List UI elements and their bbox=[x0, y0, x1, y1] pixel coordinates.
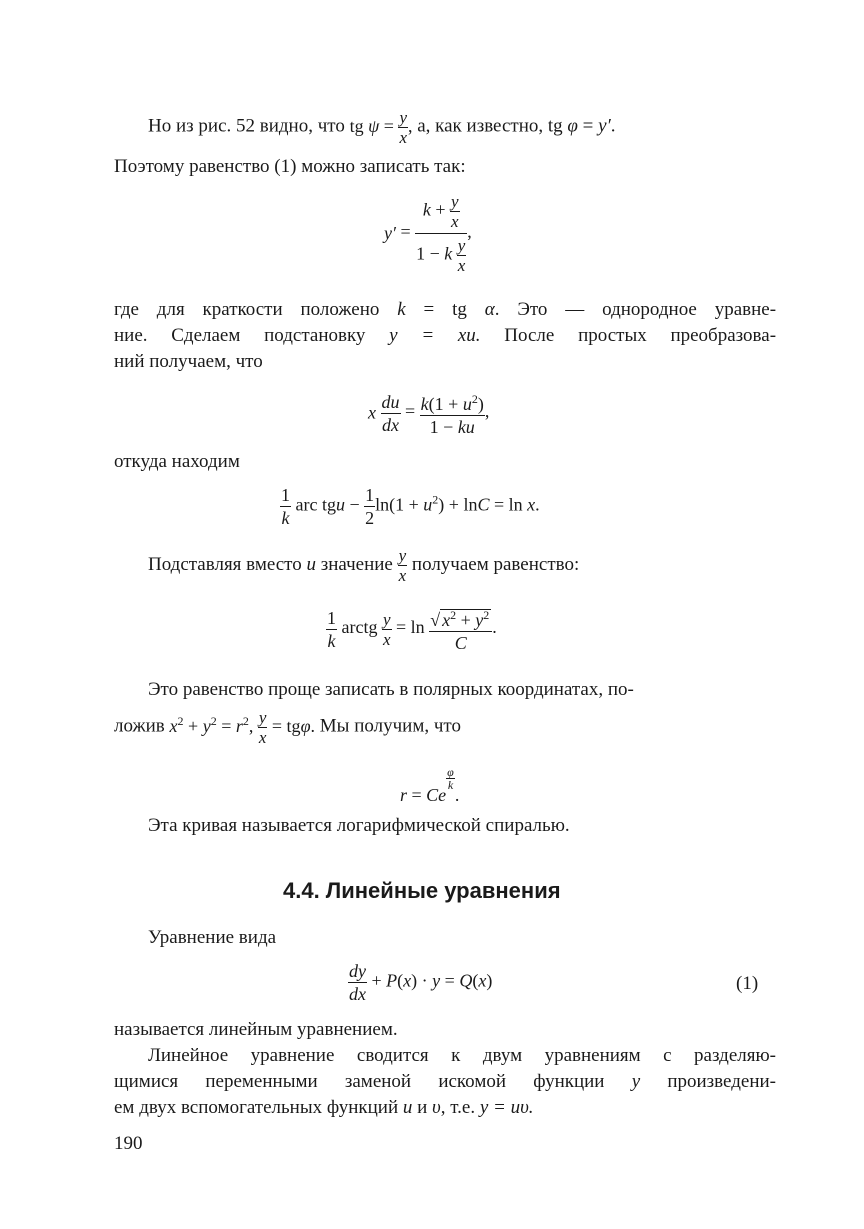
var-y: y bbox=[631, 1071, 641, 1092]
formula-tg-phi: tg φ = y′. bbox=[547, 115, 616, 137]
equation-number: (1) bbox=[736, 973, 759, 994]
section-heading: 4.4. Линейные уравнения bbox=[283, 878, 561, 903]
text-line: Поэтому равенство (1) можно записать так: bbox=[114, 156, 466, 177]
text-line: Это равенство проще записать в полярных координатах, по- bbox=[148, 679, 634, 700]
formula-du-dx: x $\frac{du}{dx}$ = $\frac{k(1 + u^2)}{1 - ku}$ , bbox=[368, 388, 489, 438]
var-u: u bbox=[306, 553, 316, 575]
formula-y-uv: y = uυ. bbox=[479, 1097, 534, 1118]
formula-y-xu: y = xu. bbox=[389, 325, 481, 346]
text-line: ние. Сделаем подстановку y = xu. После простых преобразова- bbox=[114, 325, 777, 346]
formula-k-tg-alpha: k = tg α. bbox=[397, 299, 500, 320]
formula-spiral: r = Ce $\frac{\varphi}{k}$ . bbox=[400, 765, 460, 805]
formula-tg-psi: tg ψ = $\frac{y}{x}$ , bbox=[349, 108, 413, 147]
var-u: u bbox=[402, 1097, 413, 1118]
text-line: называется линейным уравнением. bbox=[114, 1019, 398, 1040]
text-line: ложив $x^2 + y^2 = r^2$, $\frac{y}{x}$ = tgφ. Мы получим, что bbox=[114, 708, 461, 747]
text-line: где для краткости положено k = tg α. Это — однородное уравне- bbox=[114, 299, 777, 320]
formula-y-over-x: $\frac{y}{x}$ bbox=[398, 546, 407, 585]
page-number: 190 bbox=[114, 1133, 143, 1154]
formula-y-prime: y′ = k + $\frac{y}{x}$ 1 − k $\frac{y}{x}$ , bbox=[384, 192, 472, 275]
formula-polar: $x^2 + y^2 = r^2$, $\frac{y}{x}$ = tgφ. bbox=[169, 708, 316, 747]
text-line: ний получаем, что bbox=[114, 351, 263, 372]
text-line: Уравнение вида bbox=[148, 927, 277, 948]
text-line: Но из рис. 52 видно, что tg ψ = $\frac{y}{x}$ , а, как известно, tg φ = y′. bbox=[148, 108, 616, 147]
text-line: ем двух вспомогательных функций u и υ, т.е. y = uυ. bbox=[114, 1097, 534, 1118]
text-line: Эта кривая называется логарифмической спиралью. bbox=[148, 815, 570, 836]
var-v: υ bbox=[432, 1097, 441, 1118]
formula-arctg-ln: $\frac{1}{k}$ arctg $\frac{y}{x}$ = ln $\frac{√ x^2 + y^2}{C}$ . bbox=[326, 604, 497, 654]
text-line: откуда находим bbox=[114, 451, 240, 472]
text-line: Линейное уравнение сводится к двум уравнениям с разделяю- bbox=[148, 1045, 776, 1066]
formula-integral-result: $\frac{1}{k}$ arc tgu − $\frac{1}{2}$ $\ln(1 + u^2) + \ln C = \ln x$. bbox=[281, 485, 540, 528]
text-line: щимися переменными заменой искомой функции y произведени- bbox=[114, 1071, 776, 1092]
text-line: Подставляя вместо u значение $\frac{y}{x}$ получаем равенство: bbox=[148, 546, 580, 585]
formula-linear-equation: $\frac{dy}{dx}$ + P(x) · y = Q(x) bbox=[349, 961, 493, 1004]
